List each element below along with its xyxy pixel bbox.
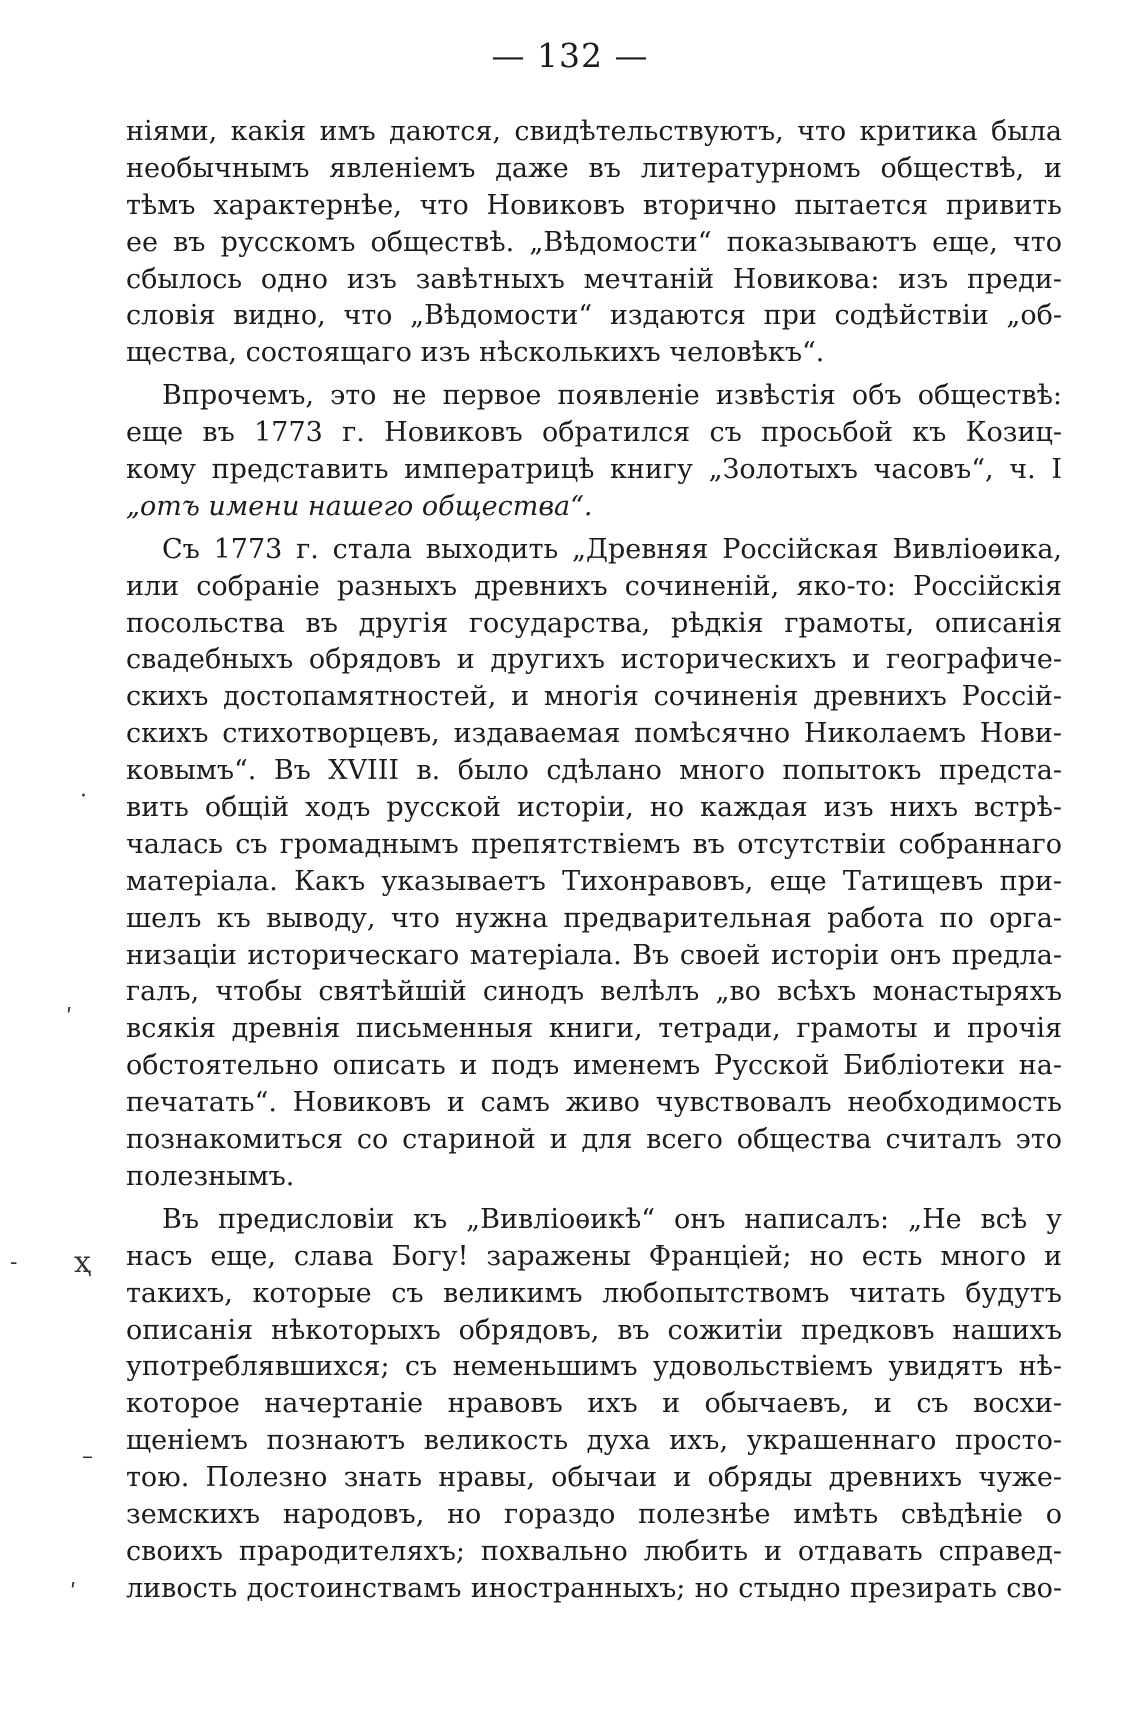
margin-dash-mark-lower: –	[82, 1444, 93, 1469]
margin-tick-mark-lower: ʹ	[70, 1581, 77, 1606]
text-line: описанія нѣкоторыхъ обрядовъ, въ сожитіи предковъ нашихъ	[126, 1314, 1062, 1346]
text-line: или собраніе разныхъ древнихъ сочиненій, яко-то: Россійскія	[126, 570, 1062, 602]
text-line: ливость достоинствамъ иностранныхъ; но стыдно презирать сво-	[126, 1572, 1062, 1604]
margin-tick-mark: ʹ	[66, 1006, 73, 1031]
text-line: ее въ русскомъ обществѣ. „Вѣдомости“ показываютъ еще, что	[126, 226, 1062, 258]
text-line: посольства въ другія государства, рѣдкія грамоты, описанія	[126, 607, 1062, 639]
text-line: тѣмъ характернѣе, что Новиковъ вторично пытается привить	[126, 189, 1062, 221]
page-number: — 132 —	[491, 36, 649, 75]
text-line: скихъ стихотворцевъ, издаваемая помѣсячно Николаемъ Нови-	[126, 718, 1062, 750]
text-line: всякія древнія письменныя книги, тетради, грамоты и прочія	[126, 1013, 1062, 1045]
text-line: земскихъ народовъ, но гораздо полезнѣе имѣть свѣдѣніе о	[126, 1498, 1062, 1530]
text-line: такихъ, которые съ великимъ любопытствомъ читать будутъ	[126, 1277, 1062, 1309]
text-line: кому представить императрицѣ книгу „Золотыхъ часовъ“, ч. I	[126, 454, 1062, 486]
text-line: насъ еще, слава Богу! заражены Франціей; но есть много и	[126, 1240, 1062, 1272]
margin-cross-mark: ҳ	[74, 1245, 91, 1280]
text-line: обстоятельно описать и подъ именемъ Русской Библіотеки на-	[126, 1050, 1062, 1082]
text-line: чалась съ громаднымъ препятствіемъ въ отсутствіи собраннаго	[126, 828, 1062, 860]
text-line: необычнымъ явленіемъ даже въ литературномъ обществѣ, и	[126, 152, 1062, 184]
text-line: познакомиться со стариной и для всего общества считалъ это	[126, 1124, 1062, 1156]
paragraph-first-line: Въ предисловіи къ „Вивліоѳикѣ“ онъ написалъ: „Не всѣ у	[162, 1203, 1062, 1235]
text-line: ніями, какія имъ даются, свидѣтельствуютъ, что критика была	[126, 116, 1062, 147]
text-line: своихъ прародителяхъ; похвально любить и отдавать справед-	[126, 1535, 1062, 1567]
text-line: словія видно, что „Вѣдомости“ издаются при содѣйствіи „об-	[126, 300, 1062, 332]
text-line: печатать“. Новиковъ и самъ живо чувствовалъ необходимость	[126, 1087, 1062, 1119]
paragraph-first-line: Впрочемъ, это не первое появленіе извѣстія объ обществѣ:	[162, 380, 1062, 412]
text-line: низаціи историческаго матеріала. Въ своей исторіи онъ предла-	[126, 939, 1062, 971]
text-line: ковымъ“. Въ XVIII в. было сдѣлано много попытокъ предста-	[126, 755, 1062, 787]
paragraph-first-line: Съ 1773 г. стала выходить „Древняя Россійская Вивліоѳика,	[162, 533, 1062, 565]
text-line: матеріала. Какъ указываетъ Тихонравовъ, еще Татищевъ при-	[126, 865, 1062, 897]
text-line: скихъ достопамятностей, и многія сочиненія древнихъ Россій-	[126, 681, 1062, 713]
text-line: еще въ 1773 г. Новиковъ обратился съ просьбой къ Козиц-	[126, 417, 1062, 449]
text-line: которое начертаніе нравовъ ихъ и обычаевъ, и съ восхи-	[126, 1388, 1062, 1420]
margin-dot-mark: ·	[80, 784, 87, 809]
text-line: употреблявшихся; съ неменьшимъ удовольствіемъ увидятъ нѣ-	[126, 1351, 1062, 1383]
text-line: вить общій ходъ русской исторіи, но каждая изъ нихъ встрѣ-	[126, 792, 1062, 824]
text-line: полезнымъ.	[126, 1160, 295, 1192]
text-line: сбылось одно изъ завѣтныхъ мечтаній Новикова: изъ преди-	[126, 263, 1062, 295]
text-line: тою. Полезно знать нравы, обычаи и обряды древнихъ чуже-	[126, 1462, 1062, 1494]
text-line: галъ, чтобы святѣйшій синодъ велѣлъ „во всѣхъ монастыряхъ	[126, 976, 1062, 1008]
text-line: щеніемъ познаютъ великость духа ихъ, украшеннаго просто-	[126, 1425, 1062, 1457]
text-line: свадебныхъ обрядовъ и другихъ историческихъ и географиче-	[126, 644, 1062, 676]
body-text	[126, 114, 1062, 1608]
text-line: шелъ къ выводу, что нужна предварительная работа по орга-	[126, 902, 1062, 934]
margin-dash-mark: -	[10, 1250, 18, 1275]
text-line: щества, состоящаго изъ нѣсколькихъ человѣкъ“.	[126, 337, 825, 369]
italic-quote-line: „отъ имени нашего общества“.	[126, 490, 593, 522]
